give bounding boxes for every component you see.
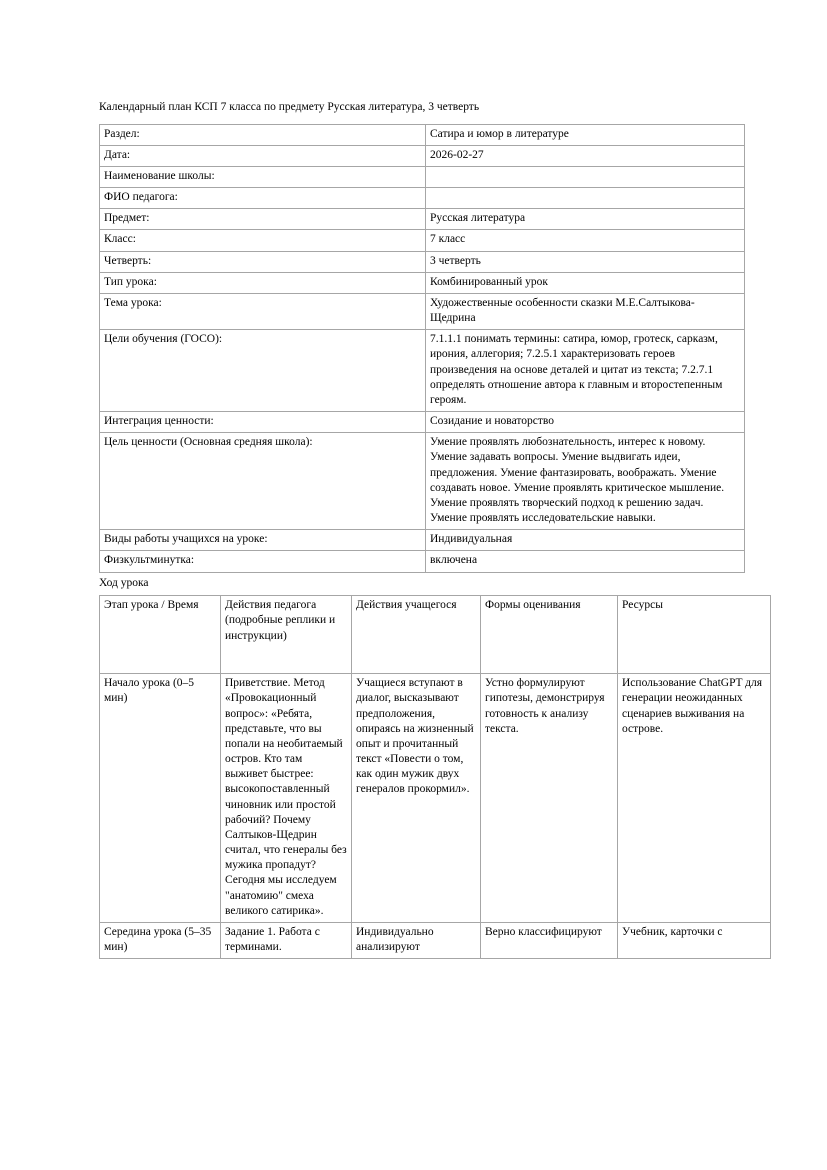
table-row xyxy=(100,674,771,923)
info-value: Сатира и юмор в литературе xyxy=(426,124,745,145)
cell-student: Учащиеся вступают в диалог, высказывают предположения, опираясь на жизненный опыт и прочитанный текст «Повести о том, как один мужик двух генералов прокормил». xyxy=(352,674,481,923)
table-row xyxy=(100,124,745,145)
info-value: включена xyxy=(426,551,745,572)
info-label: Предмет: xyxy=(100,209,426,230)
info-label: Цель ценности (Основная средняя школа): xyxy=(100,433,426,530)
lesson-flow-table xyxy=(99,595,771,959)
table-row xyxy=(100,166,745,187)
info-value: Умение проявлять любознательность, интерес к новому. Умение задавать вопросы. Умение выдвигать идеи, предложения. Умение фантазировать, воображать. Умение создавать новое. Умение проявлять критическое мышление. Умение проявлять творческий подход к решению задач. Умение проявлять исследовательские навыки. xyxy=(426,433,745,530)
section-caption: Ход урока xyxy=(99,576,149,589)
table-row xyxy=(100,230,745,251)
info-label: Четверть: xyxy=(100,251,426,272)
info-label: Дата: xyxy=(100,145,426,166)
info-value xyxy=(426,188,745,209)
info-value: Индивидуальная xyxy=(426,530,745,551)
column-header-teacher: Действия педагога (подробные реплики и инструкции) xyxy=(221,596,352,674)
cell-stage: Начало урока (0–5 мин) xyxy=(100,674,221,923)
info-label: Интеграция ценности: xyxy=(100,412,426,433)
table-header-row xyxy=(100,596,771,674)
info-label: Виды работы учащихся на уроке: xyxy=(100,530,426,551)
info-label: Тип урока: xyxy=(100,272,426,293)
table-row xyxy=(100,145,745,166)
cell-stage: Середина урока (5–35 мин) xyxy=(100,922,221,958)
info-value: 7 класс xyxy=(426,230,745,251)
info-label: ФИО педагога: xyxy=(100,188,426,209)
column-header-student: Действия учащегося xyxy=(352,596,481,674)
cell-assessment: Верно классифицируют xyxy=(481,922,618,958)
info-value: 2026-02-27 xyxy=(426,145,745,166)
column-header-resources: Ресурсы xyxy=(618,596,771,674)
page-title: Календарный план КСП 7 класса по предмету Русская литература, 3 четверть xyxy=(99,101,480,113)
table-row xyxy=(100,922,771,958)
cell-teacher: Приветствие. Метод «Провокационный вопрос»: «Ребята, представьте, что вы попали на необитаемый остров. Кто там выживет быстрее: высокопоставленный чиновник или простой рабочий? Почему Салтыков-Щедрин считал, что генералы без мужика пропадут? Сегодня мы исследуем "анатомию" смеха великого сатирика». xyxy=(221,674,352,923)
info-label: Класс: xyxy=(100,230,426,251)
info-label: Физкультминутка: xyxy=(100,551,426,572)
cell-assessment: Устно формулируют гипотезы, демонстрируя готовность к анализу текста. xyxy=(481,674,618,923)
column-header-stage: Этап урока / Время xyxy=(100,596,221,674)
info-label: Раздел: xyxy=(100,124,426,145)
table-row xyxy=(100,551,745,572)
table-row xyxy=(100,293,745,329)
info-label: Цели обучения (ГОСО): xyxy=(100,330,426,412)
info-value: Комбинированный урок xyxy=(426,272,745,293)
table-row xyxy=(100,251,745,272)
cell-resources: Использование ChatGPT для генерации неожиданных сценариев выживания на острове. xyxy=(618,674,771,923)
table-row xyxy=(100,272,745,293)
table-row xyxy=(100,330,745,412)
table-row xyxy=(100,433,745,530)
info-value xyxy=(426,166,745,187)
cell-student: Индивидуально анализируют xyxy=(352,922,481,958)
table-row xyxy=(100,530,745,551)
info-value: 7.1.1.1 понимать термины: сатира, юмор, гротеск, сарказм, ирония, аллегория; 7.2.5.1 характеризовать героев произведения на основе деталей и цитат из текста; 7.2.7.1 определять отношение автора к главным и второстепенным героям. xyxy=(426,330,745,412)
info-label: Наименование школы: xyxy=(100,166,426,187)
lesson-info-table xyxy=(99,124,745,573)
table-row xyxy=(100,209,745,230)
column-header-assessment: Формы оценивания xyxy=(481,596,618,674)
info-value: Созидание и новаторство xyxy=(426,412,745,433)
info-label: Тема урока: xyxy=(100,293,426,329)
table-row xyxy=(100,412,745,433)
info-value: Русская литература xyxy=(426,209,745,230)
info-value: 3 четверть xyxy=(426,251,745,272)
cell-teacher: Задание 1. Работа с терминами. xyxy=(221,922,352,958)
table-row xyxy=(100,188,745,209)
cell-resources: Учебник, карточки с xyxy=(618,922,771,958)
info-value: Художественные особенности сказки М.Е.Салтыкова-Щедрина xyxy=(426,293,745,329)
